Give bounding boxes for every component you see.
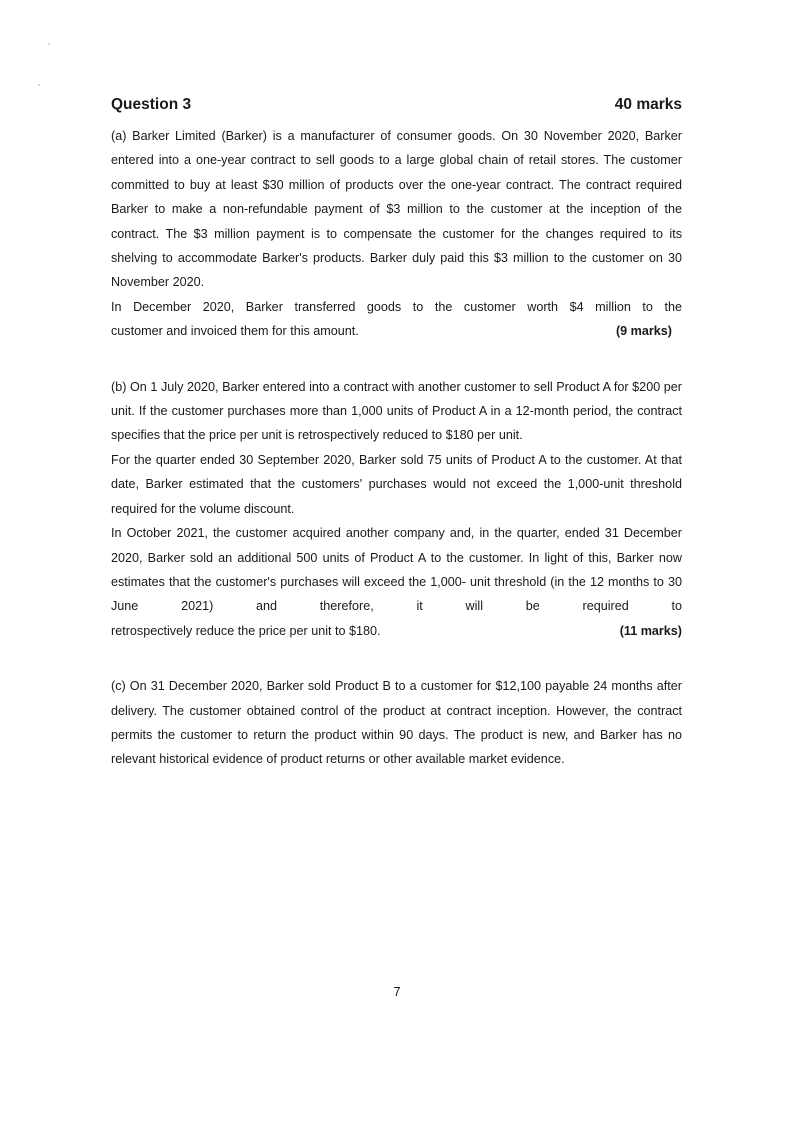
- question-title: Question 3: [111, 96, 192, 113]
- part-c-paragraph-1: (c) On 31 December 2020, Barker sold Product B to a customer for $12,100 payable 24 months after delivery. The customer obtained control of the product at contract inception. However, the contract permits the customer to return the product within 90 days. The product is new, and Barker has no relevant historical evidence of product returns or other available market evidence.: [111, 679, 682, 767]
- question-heading: [111, 96, 682, 122]
- section-gap: [111, 344, 682, 375]
- part-b-paragraph-2: For the quarter ended 30 September 2020, Barker sold 75 units of Product A to the customer. At that date, Barker estimated that the customers' purchases would not exceed the 1,000-unit threshold required for the volume discount.: [111, 452, 682, 516]
- part-b-paragraph-3-end: retrospectively reduce the price per unit to $180.: [111, 623, 381, 638]
- question-total-marks: 40 marks: [614, 96, 682, 113]
- part-b-paragraph-3: In October 2021, the customer acquired another company and, in the quarter, ended 31 December 2020, Barker sold an additional 500 units of Product A to the customer. In light of this, Barker now estimates that the customer's purchases will exceed the 1,000- unit threshold (in the 12 months to 30 June 2021) and therefore, it will be required to: [111, 526, 682, 614]
- part-b-marks: (11 marks): [619, 623, 682, 638]
- part-b-paragraph-1: (b) On 1 July 2020, Barker entered into a contract with another customer to sell Product A for $200 per unit. If the customer purchases more than 1,000 units of Product A in a 12-month period, the contract specifies that the price per unit is retrospectively reduced to $180 per unit.: [111, 379, 682, 443]
- part-a: [111, 124, 682, 344]
- scan-speck: [38, 84, 40, 86]
- scan-speck: [48, 43, 50, 45]
- question-page: [111, 96, 682, 772]
- part-b-marks-line: [111, 619, 682, 643]
- section-gap: [111, 643, 682, 674]
- part-a-paragraph-2: In December 2020, Barker transferred goods to the customer worth $4 million to the: [111, 299, 682, 314]
- part-a-marks-line: [111, 319, 682, 343]
- part-a-marks: (9 marks): [615, 324, 672, 339]
- part-b: [111, 375, 682, 643]
- page-number: 7: [393, 985, 401, 999]
- part-c: [111, 674, 682, 772]
- part-a-paragraph-1: (a) Barker Limited (Barker) is a manufacturer of consumer goods. On 30 November 2020, Barker entered into a one-year contract to sell goods to a large global chain of retail stores. The customer committed to buy at least $30 million of products over the one-year contract. The contract required Barker to make a non-refundable payment of $3 million to the customer at the inception of the contract. The $3 million payment is to compensate the customer for the changes required to its shelving to accommodate Barker's products. Barker duly paid this $3 million to the customer on 30 November 2020.: [111, 129, 682, 290]
- part-a-paragraph-2-end: customer and invoiced them for this amount.: [111, 324, 359, 339]
